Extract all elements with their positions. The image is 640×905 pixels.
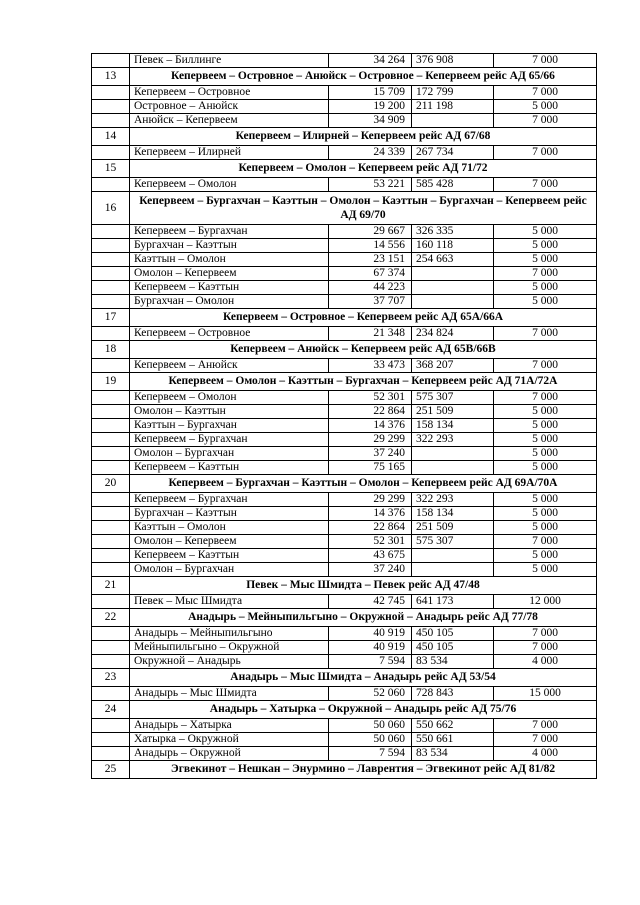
route-title: Кепервеем – Омолон – Каэттын – Бургахчан – Кепервеем рейс АД 71А/72А bbox=[130, 373, 597, 391]
route-number: 21 bbox=[92, 577, 130, 595]
tariff-table bbox=[91, 53, 597, 779]
value-c-cell: 7 000 bbox=[494, 359, 597, 373]
value-a-cell: 75 165 bbox=[329, 461, 412, 475]
value-b-cell: 234 824 bbox=[412, 327, 494, 341]
value-b-cell: 83 534 bbox=[412, 747, 494, 761]
value-a-cell: 52 301 bbox=[329, 535, 412, 549]
segment-row bbox=[92, 563, 597, 577]
value-b-cell: 254 663 bbox=[412, 253, 494, 267]
route-cell: Анадырь – Окружной bbox=[130, 747, 329, 761]
value-b-cell bbox=[412, 447, 494, 461]
segment-row bbox=[92, 719, 597, 733]
value-a-cell: 67 374 bbox=[329, 267, 412, 281]
value-a-cell: 50 060 bbox=[329, 719, 412, 733]
route-header-row bbox=[92, 761, 597, 779]
number-cell bbox=[92, 267, 130, 281]
value-b-cell: 550 661 bbox=[412, 733, 494, 747]
value-a-cell: 37 707 bbox=[329, 295, 412, 309]
value-c-cell: 5 000 bbox=[494, 493, 597, 507]
value-c-cell: 7 000 bbox=[494, 54, 597, 68]
number-cell bbox=[92, 359, 130, 373]
route-title: Анадырь – Мейныпильгыно – Окружной – Анадырь рейс АД 77/78 bbox=[130, 609, 597, 627]
value-c-cell: 5 000 bbox=[494, 461, 597, 475]
route-number: 25 bbox=[92, 761, 130, 779]
route-number: 19 bbox=[92, 373, 130, 391]
segment-row bbox=[92, 100, 597, 114]
number-cell bbox=[92, 733, 130, 747]
value-b-cell: 368 207 bbox=[412, 359, 494, 373]
value-a-cell: 43 675 bbox=[329, 549, 412, 563]
value-a-cell: 33 473 bbox=[329, 359, 412, 373]
segment-row bbox=[92, 54, 597, 68]
value-b-cell bbox=[412, 281, 494, 295]
segment-row bbox=[92, 461, 597, 475]
value-c-cell: 7 000 bbox=[494, 267, 597, 281]
number-cell bbox=[92, 687, 130, 701]
route-cell: Островное – Анюйск bbox=[130, 100, 329, 114]
number-cell bbox=[92, 595, 130, 609]
value-a-cell: 52 060 bbox=[329, 687, 412, 701]
number-cell bbox=[92, 405, 130, 419]
number-cell bbox=[92, 114, 130, 128]
route-cell: Анадырь – Мыс Шмидта bbox=[130, 687, 329, 701]
value-b-cell: 450 105 bbox=[412, 627, 494, 641]
route-cell: Омолон – Кепервеем bbox=[130, 535, 329, 549]
route-cell: Певек – Мыс Шмидта bbox=[130, 595, 329, 609]
number-cell bbox=[92, 100, 130, 114]
number-cell bbox=[92, 627, 130, 641]
value-a-cell: 23 151 bbox=[329, 253, 412, 267]
value-c-cell: 5 000 bbox=[494, 225, 597, 239]
route-cell: Омолон – Бургахчан bbox=[130, 563, 329, 577]
value-a-cell: 29 667 bbox=[329, 225, 412, 239]
segment-row bbox=[92, 535, 597, 549]
number-cell bbox=[92, 225, 130, 239]
route-title: Кепервеем – Омолон – Кепервеем рейс АД 71/72 bbox=[130, 160, 597, 178]
segment-row bbox=[92, 595, 597, 609]
value-a-cell: 52 301 bbox=[329, 391, 412, 405]
number-cell bbox=[92, 86, 130, 100]
route-title: Кепервеем – Бургахчан – Каэттын – Омолон – Каэттын – Бургахчан – Кепервеем рейс АД 69/70 bbox=[130, 192, 597, 225]
number-cell bbox=[92, 719, 130, 733]
route-title: Певек – Мыс Шмидта – Певек рейс АД 47/48 bbox=[130, 577, 597, 595]
value-a-cell: 50 060 bbox=[329, 733, 412, 747]
route-title: Кепервеем – Островное – Кепервеем рейс АД 65А/66А bbox=[130, 309, 597, 327]
value-a-cell: 34 264 bbox=[329, 54, 412, 68]
segment-row bbox=[92, 391, 597, 405]
segment-row bbox=[92, 359, 597, 373]
route-cell: Кепервеем – Островное bbox=[130, 86, 329, 100]
value-c-cell: 7 000 bbox=[494, 327, 597, 341]
value-a-cell: 22 864 bbox=[329, 405, 412, 419]
segment-row bbox=[92, 549, 597, 563]
route-number: 14 bbox=[92, 128, 130, 146]
number-cell bbox=[92, 641, 130, 655]
value-c-cell: 5 000 bbox=[494, 100, 597, 114]
route-title: Кепервеем – Бургахчан – Каэттын – Омолон – Кепервеем рейс АД 69А/70А bbox=[130, 475, 597, 493]
route-cell: Кепервеем – Бургахчан bbox=[130, 433, 329, 447]
value-a-cell: 24 339 bbox=[329, 146, 412, 160]
route-cell: Бургахчан – Каэттын bbox=[130, 507, 329, 521]
value-b-cell: 450 105 bbox=[412, 641, 494, 655]
value-b-cell: 251 509 bbox=[412, 521, 494, 535]
value-a-cell: 14 376 bbox=[329, 507, 412, 521]
value-b-cell bbox=[412, 461, 494, 475]
value-b-cell: 160 118 bbox=[412, 239, 494, 253]
route-cell: Кепервеем – Омолон bbox=[130, 391, 329, 405]
value-a-cell: 34 909 bbox=[329, 114, 412, 128]
number-cell bbox=[92, 281, 130, 295]
number-cell bbox=[92, 655, 130, 669]
route-number: 20 bbox=[92, 475, 130, 493]
route-title: Кепервеем – Островное – Анюйск – Островное – Кепервеем рейс АД 65/66 bbox=[130, 68, 597, 86]
value-b-cell: 83 534 bbox=[412, 655, 494, 669]
segment-row bbox=[92, 114, 597, 128]
value-a-cell: 22 864 bbox=[329, 521, 412, 535]
value-c-cell: 5 000 bbox=[494, 281, 597, 295]
number-cell bbox=[92, 563, 130, 577]
value-a-cell: 37 240 bbox=[329, 447, 412, 461]
route-header-row bbox=[92, 669, 597, 687]
number-cell bbox=[92, 433, 130, 447]
route-cell: Омолон – Кепервеем bbox=[130, 267, 329, 281]
segment-row bbox=[92, 733, 597, 747]
value-a-cell: 7 594 bbox=[329, 747, 412, 761]
segment-row bbox=[92, 146, 597, 160]
route-header-row bbox=[92, 309, 597, 327]
number-cell bbox=[92, 447, 130, 461]
route-cell: Хатырка – Окружной bbox=[130, 733, 329, 747]
segment-row bbox=[92, 281, 597, 295]
number-cell bbox=[92, 535, 130, 549]
route-number: 24 bbox=[92, 701, 130, 719]
value-b-cell: 376 908 bbox=[412, 54, 494, 68]
route-title: Кепервеем – Илирней – Кепервеем рейс АД 67/68 bbox=[130, 128, 597, 146]
value-c-cell: 7 000 bbox=[494, 146, 597, 160]
route-cell: Анадырь – Мейныпильгыно bbox=[130, 627, 329, 641]
route-header-row bbox=[92, 373, 597, 391]
segment-row bbox=[92, 433, 597, 447]
segment-row bbox=[92, 86, 597, 100]
value-a-cell: 53 221 bbox=[329, 178, 412, 192]
route-cell: Кепервеем – Анюйск bbox=[130, 359, 329, 373]
route-number: 22 bbox=[92, 609, 130, 627]
segment-row bbox=[92, 295, 597, 309]
value-c-cell: 5 000 bbox=[494, 405, 597, 419]
segment-row bbox=[92, 507, 597, 521]
route-cell: Кепервеем – Каэттын bbox=[130, 461, 329, 475]
value-b-cell: 251 509 bbox=[412, 405, 494, 419]
route-number: 16 bbox=[92, 192, 130, 225]
value-b-cell: 172 799 bbox=[412, 86, 494, 100]
route-cell: Омолон – Бургахчан bbox=[130, 447, 329, 461]
route-number: 23 bbox=[92, 669, 130, 687]
segment-row bbox=[92, 405, 597, 419]
route-cell: Певек – Биллинге bbox=[130, 54, 329, 68]
value-a-cell: 21 348 bbox=[329, 327, 412, 341]
value-c-cell: 5 000 bbox=[494, 433, 597, 447]
segment-row bbox=[92, 239, 597, 253]
value-c-cell: 5 000 bbox=[494, 549, 597, 563]
route-cell: Кепервеем – Островное bbox=[130, 327, 329, 341]
value-b-cell: 211 198 bbox=[412, 100, 494, 114]
route-title: Эгвекинот – Нешкан – Энурмино – Лаврентия – Эгвекинот рейс АД 81/82 bbox=[130, 761, 597, 779]
segment-row bbox=[92, 521, 597, 535]
segment-row bbox=[92, 225, 597, 239]
route-header-row bbox=[92, 701, 597, 719]
value-c-cell: 4 000 bbox=[494, 747, 597, 761]
value-a-cell: 40 919 bbox=[329, 627, 412, 641]
route-cell: Кепервеем – Омолон bbox=[130, 178, 329, 192]
route-header-row bbox=[92, 341, 597, 359]
number-cell bbox=[92, 239, 130, 253]
number-cell bbox=[92, 146, 130, 160]
value-b-cell bbox=[412, 549, 494, 563]
value-b-cell: 322 293 bbox=[412, 493, 494, 507]
value-a-cell: 29 299 bbox=[329, 493, 412, 507]
value-c-cell: 7 000 bbox=[494, 86, 597, 100]
route-cell: Каэттын – Омолон bbox=[130, 253, 329, 267]
value-c-cell: 7 000 bbox=[494, 391, 597, 405]
number-cell bbox=[92, 549, 130, 563]
route-header-row bbox=[92, 160, 597, 178]
route-cell: Анадырь – Хатырка bbox=[130, 719, 329, 733]
number-cell bbox=[92, 461, 130, 475]
value-a-cell: 19 200 bbox=[329, 100, 412, 114]
segment-row bbox=[92, 178, 597, 192]
route-header-row bbox=[92, 475, 597, 493]
route-cell: Кепервеем – Каэттын bbox=[130, 281, 329, 295]
value-b-cell: 550 662 bbox=[412, 719, 494, 733]
number-cell bbox=[92, 327, 130, 341]
route-cell: Кепервеем – Каэттын bbox=[130, 549, 329, 563]
route-number: 15 bbox=[92, 160, 130, 178]
value-c-cell: 15 000 bbox=[494, 687, 597, 701]
value-c-cell: 12 000 bbox=[494, 595, 597, 609]
route-cell: Анюйск – Кепервеем bbox=[130, 114, 329, 128]
route-cell: Бургахчан – Омолон bbox=[130, 295, 329, 309]
value-b-cell bbox=[412, 267, 494, 281]
value-b-cell: 585 428 bbox=[412, 178, 494, 192]
value-a-cell: 29 299 bbox=[329, 433, 412, 447]
route-header-row bbox=[92, 192, 597, 225]
value-a-cell: 15 709 bbox=[329, 86, 412, 100]
value-b-cell: 158 134 bbox=[412, 507, 494, 521]
route-cell: Бургахчан – Каэттын bbox=[130, 239, 329, 253]
value-b-cell: 322 293 bbox=[412, 433, 494, 447]
route-cell: Кепервеем – Илирней bbox=[130, 146, 329, 160]
value-c-cell: 7 000 bbox=[494, 641, 597, 655]
number-cell bbox=[92, 253, 130, 267]
number-cell bbox=[92, 493, 130, 507]
value-a-cell: 40 919 bbox=[329, 641, 412, 655]
number-cell bbox=[92, 391, 130, 405]
value-b-cell: 326 335 bbox=[412, 225, 494, 239]
number-cell bbox=[92, 747, 130, 761]
value-c-cell: 5 000 bbox=[494, 447, 597, 461]
route-header-row bbox=[92, 68, 597, 86]
number-cell bbox=[92, 54, 130, 68]
segment-row bbox=[92, 253, 597, 267]
value-c-cell: 4 000 bbox=[494, 655, 597, 669]
route-cell: Мейныпильгыно – Окружной bbox=[130, 641, 329, 655]
value-c-cell: 7 000 bbox=[494, 719, 597, 733]
value-c-cell: 5 000 bbox=[494, 419, 597, 433]
segment-row bbox=[92, 267, 597, 281]
value-c-cell: 7 000 bbox=[494, 178, 597, 192]
route-header-row bbox=[92, 609, 597, 627]
number-cell bbox=[92, 178, 130, 192]
value-a-cell: 14 556 bbox=[329, 239, 412, 253]
route-header-row bbox=[92, 128, 597, 146]
route-header-row bbox=[92, 577, 597, 595]
value-b-cell: 641 173 bbox=[412, 595, 494, 609]
value-b-cell: 158 134 bbox=[412, 419, 494, 433]
value-c-cell: 5 000 bbox=[494, 521, 597, 535]
value-c-cell: 7 000 bbox=[494, 535, 597, 549]
value-a-cell: 44 223 bbox=[329, 281, 412, 295]
value-a-cell: 7 594 bbox=[329, 655, 412, 669]
route-cell: Каэттын – Омолон bbox=[130, 521, 329, 535]
value-b-cell: 575 307 bbox=[412, 535, 494, 549]
segment-row bbox=[92, 447, 597, 461]
value-c-cell: 7 000 bbox=[494, 627, 597, 641]
value-c-cell: 5 000 bbox=[494, 253, 597, 267]
value-b-cell: 267 734 bbox=[412, 146, 494, 160]
value-c-cell: 7 000 bbox=[494, 733, 597, 747]
value-b-cell bbox=[412, 114, 494, 128]
route-title: Анадырь – Хатырка – Окружной – Анадырь рейс АД 75/76 bbox=[130, 701, 597, 719]
value-b-cell bbox=[412, 563, 494, 577]
segment-row bbox=[92, 627, 597, 641]
route-cell: Кепервеем – Бургахчан bbox=[130, 493, 329, 507]
segment-row bbox=[92, 655, 597, 669]
route-title: Кепервеем – Анюйск – Кепервеем рейс АД 65В/66В bbox=[130, 341, 597, 359]
number-cell bbox=[92, 507, 130, 521]
value-b-cell: 575 307 bbox=[412, 391, 494, 405]
route-cell: Кепервеем – Бургахчан bbox=[130, 225, 329, 239]
value-c-cell: 5 000 bbox=[494, 239, 597, 253]
value-a-cell: 42 745 bbox=[329, 595, 412, 609]
number-cell bbox=[92, 295, 130, 309]
route-cell: Каэттын – Бургахчан bbox=[130, 419, 329, 433]
value-c-cell: 7 000 bbox=[494, 114, 597, 128]
number-cell bbox=[92, 419, 130, 433]
route-cell: Окружной – Анадырь bbox=[130, 655, 329, 669]
segment-row bbox=[92, 641, 597, 655]
segment-row bbox=[92, 327, 597, 341]
route-title: Анадырь – Мыс Шмидта – Анадырь рейс АД 53/54 bbox=[130, 669, 597, 687]
value-c-cell: 5 000 bbox=[494, 563, 597, 577]
value-a-cell: 14 376 bbox=[329, 419, 412, 433]
route-number: 18 bbox=[92, 341, 130, 359]
segment-row bbox=[92, 493, 597, 507]
tariff-table-body bbox=[92, 54, 597, 779]
value-c-cell: 5 000 bbox=[494, 295, 597, 309]
value-c-cell: 5 000 bbox=[494, 507, 597, 521]
route-number: 13 bbox=[92, 68, 130, 86]
route-cell: Омолон – Каэттын bbox=[130, 405, 329, 419]
value-a-cell: 37 240 bbox=[329, 563, 412, 577]
segment-row bbox=[92, 687, 597, 701]
value-b-cell bbox=[412, 295, 494, 309]
segment-row bbox=[92, 747, 597, 761]
segment-row bbox=[92, 419, 597, 433]
route-number: 17 bbox=[92, 309, 130, 327]
number-cell bbox=[92, 521, 130, 535]
value-b-cell: 728 843 bbox=[412, 687, 494, 701]
